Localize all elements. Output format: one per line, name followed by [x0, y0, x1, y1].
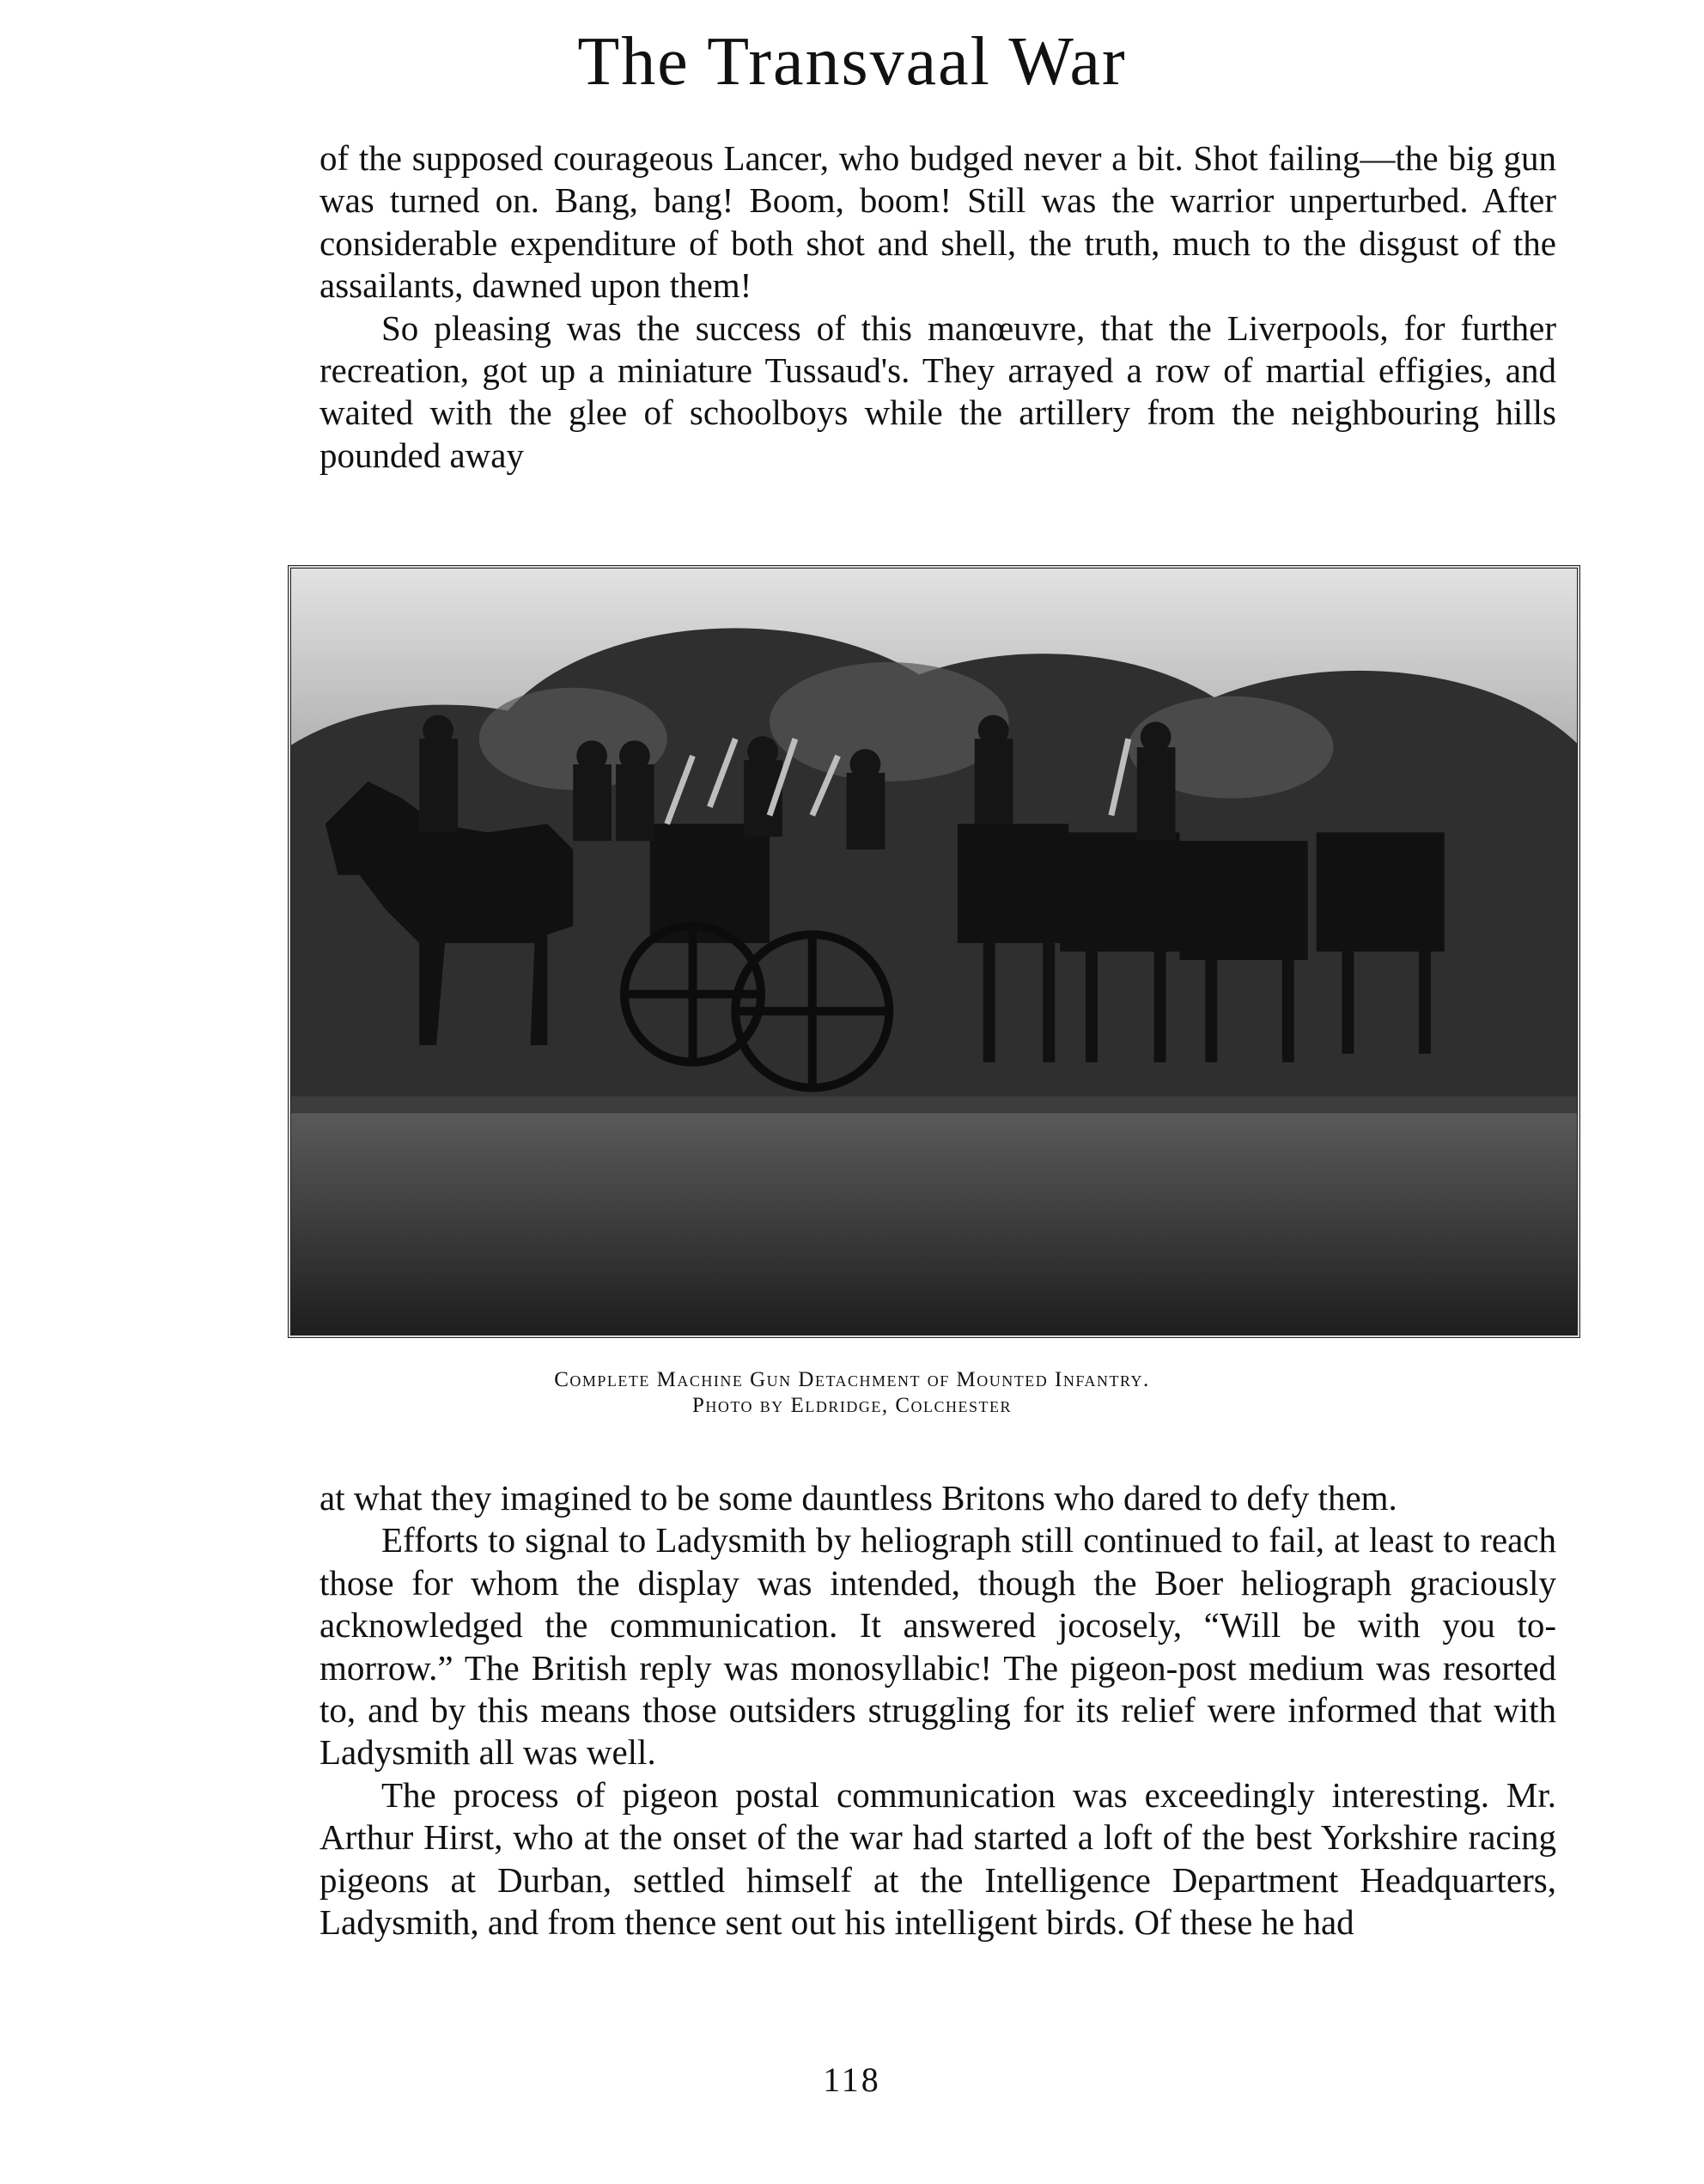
running-head-title: The Transvaal War	[577, 24, 1127, 100]
paragraph: The process of pigeon postal communication was exceedingly interesting. Mr. Arthur Hirst, who at the onset of the war had started a loft of the best Yorkshire racing pigeons at Durban, settled himself at the Intelligence Department Headquarters, Ladysmith, and from thence sent out his intelligent birds. Of these he had	[320, 1774, 1556, 1943]
bottom-text-block	[320, 1477, 1556, 1944]
top-text-block	[320, 137, 1556, 477]
paragraph: at what they imagined to be some dauntless Britons who dared to defy them.	[320, 1478, 1397, 1518]
caption-title: Complete Machine Gun Detachment of Mounted Infantry.	[554, 1368, 1150, 1391]
paragraph: of the supposed courageous Lancer, who budged never a bit. Shot failing—the big gun was turned on. Bang, bang! Boom, boom! Still was the warrior unperturbed. After considerable expenditure of both shot and shell, the truth, much to the disgust of the assailants, dawned upon them!	[320, 138, 1556, 306]
ground	[291, 1113, 1577, 1335]
photo-illustration	[291, 569, 1577, 1335]
page-number: 118	[823, 2060, 881, 2099]
machine-gun-detachment-photo	[288, 565, 1580, 1338]
figure-caption	[0, 1367, 1704, 1419]
paragraph: So pleasing was the success of this manœuvre, that the Liverpools, for further recreation, got up a miniature Tussaud's. They arrayed a row of martial effigies, and waited with the glee of schoolboys while the artillery from the neighbouring hills pounded away	[320, 307, 1556, 475]
paragraph: Efforts to signal to Ladysmith by heliograph still continued to fail, at least to reach those for whom the display was intended, though the Boer heliograph graciously acknowledged the communication. It answered jocosely, “Will be with you to-morrow.” The British reply was monosyllabic! The pigeon-post medium was resorted to, and by this means those outsiders struggling for its relief were informed that with Ladysmith all was well.	[320, 1520, 1556, 1773]
caption-credit: Photo by Eldridge, Colchester	[691, 1394, 1012, 1417]
